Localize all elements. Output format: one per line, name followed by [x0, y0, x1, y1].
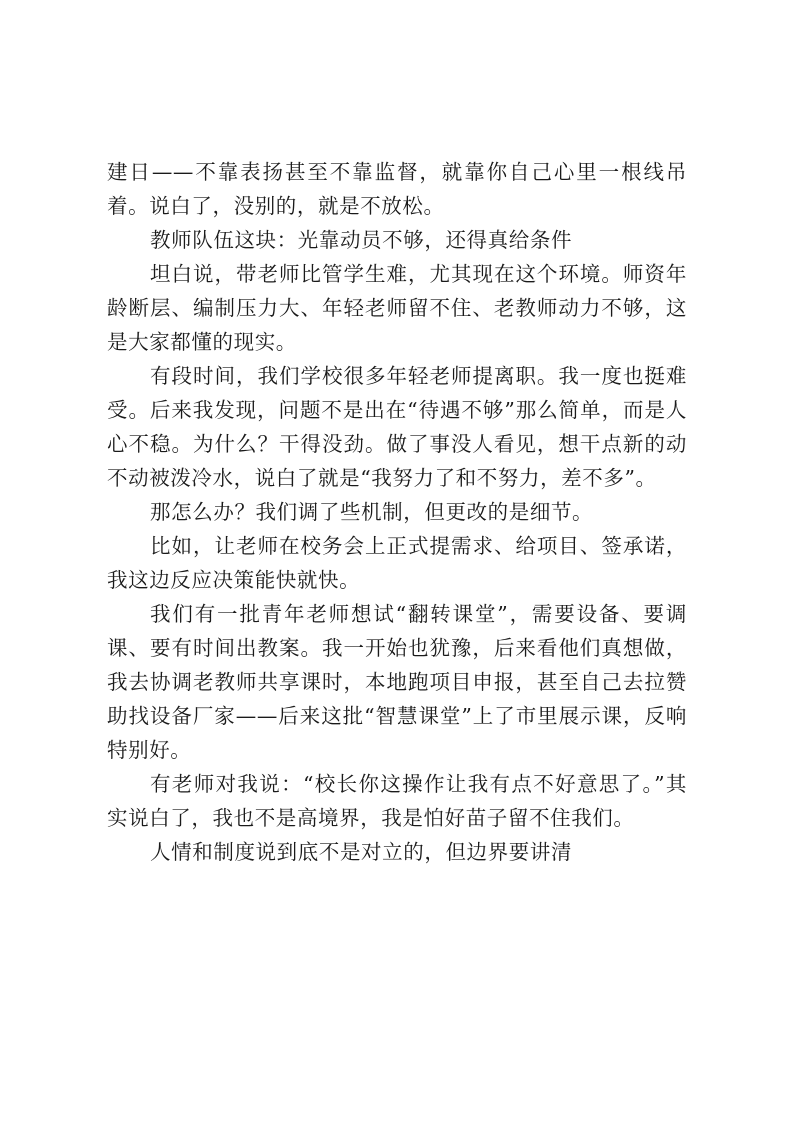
paragraph: 坦白说，带老师比管学生难，尤其现在这个环境。师资年龄断层、编制压力大、年轻老师留不住、老教师动力不够，这是大家都懂的现实。: [107, 262, 687, 354]
document-body: [107, 155, 687, 869]
paragraph: 我们有一批青年老师想试“翻转课堂”，需要设备、要调课、要有时间出教案。我一开始也犹豫，后来看他们真想做，我去协调老教师共享课时，本地跑项目申报，甚至自己去拉赞助找设备厂家——后来这批“智慧课堂”上了市里展示课，反响特别好。: [107, 602, 687, 762]
paragraph: 比如，让老师在校务会上正式提需求、给项目、签承诺，我这边反应决策能快就快。: [107, 534, 687, 592]
paragraph: 有段时间，我们学校很多年轻老师提离职。我一度也挺难受。后来我发现，问题不是出在“待遇不够”那么简单，而是人心不稳。为什么？干得没劲。做了事没人看见，想干点新的动不动被泼冷水，说白了就是“我努力了和不努力，差不多”。: [107, 364, 687, 490]
paragraph-continuation: 建日——不靠表扬甚至不靠监督，就靠你自己心里一根线吊着。说白了，没别的，就是不放松。: [107, 160, 687, 218]
section-heading: 人情和制度说到底不是对立的，但边界要讲清: [150, 840, 573, 864]
paragraph: 那怎么办？我们调了些机制，但更改的是细节。: [150, 500, 594, 524]
paragraph: 有老师对我说：“校长你这操作让我有点不好意思了。”其实说白了，我也不是高境界，我是怕好苗子留不住我们。: [107, 772, 687, 830]
section-heading: 教师队伍这块：光靠动员不够，还得真给条件: [150, 228, 573, 252]
